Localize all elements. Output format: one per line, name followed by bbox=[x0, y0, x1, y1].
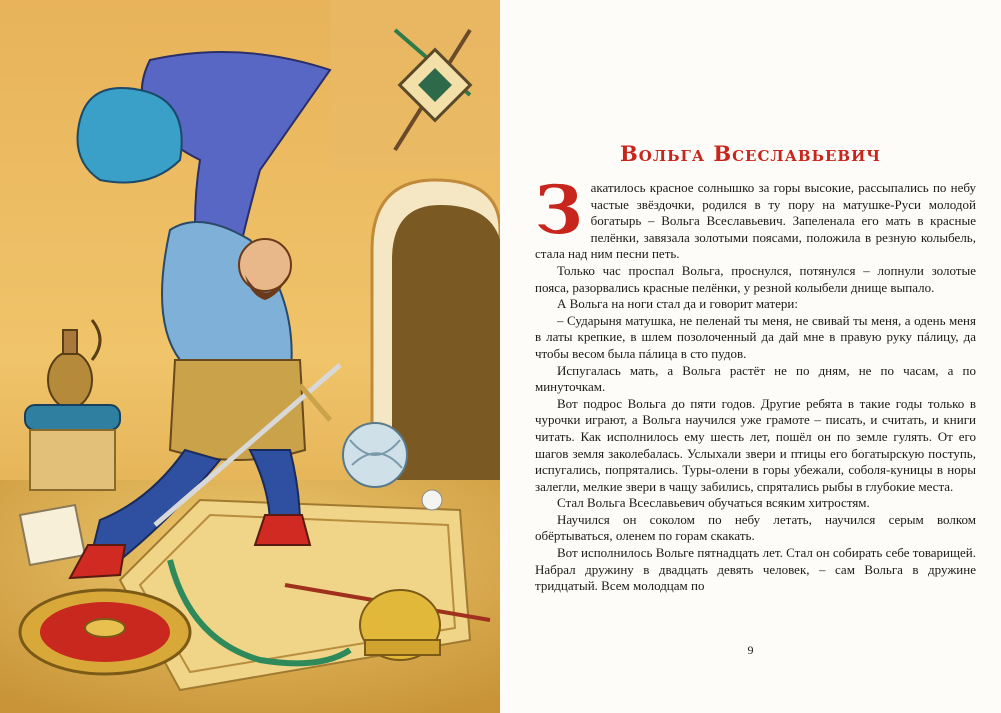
scroll-icon bbox=[20, 505, 85, 565]
red-boot-right bbox=[255, 515, 310, 545]
paragraph: Вот подрос Вольга до пяти годов. Другие ребята в такие годы только в чурочки играют, а Вольга научился уже грамоте – писать, и считать, и книги читать. Как исполнилось ему шесть лет, пошёл он по земле гулять. От его шагов земля заколебалась. Услыхали звери и птицы его богатырскую поступь, испугались, попрятались. Туры-олени в горы убежали, соболя-куницы в норы залегли, мелкие звери в чащу забились, спрятались рыбы в глубокие места. bbox=[535, 395, 976, 494]
chapter-body bbox=[535, 171, 976, 595]
white-ball bbox=[422, 490, 442, 510]
doorway-opening bbox=[392, 205, 500, 500]
chapter-title: Вольга Всеславьевич bbox=[620, 141, 881, 166]
round-shield-icon bbox=[20, 590, 190, 674]
paragraph: Только час проспал Вольга, проснулся, потянулся – лопнули золотые пояса, разорвались красные пелёнки, у резной колыбели днище выпало. bbox=[535, 262, 976, 295]
cushion-stand bbox=[25, 405, 120, 490]
paragraph: А Вольга на ноги стал да и говорит матери: bbox=[557, 296, 798, 312]
paragraph: Научился он соколом по небу летать, научился серым волком обёртываться, оленем по горам скакать. bbox=[535, 511, 976, 544]
paragraph: Стал Вольга Всеславьевич обучаться всяким хитростям. bbox=[557, 495, 870, 511]
yarn-ball-icon bbox=[343, 423, 407, 487]
text-page bbox=[500, 0, 1001, 713]
paragraph: Вот исполнилось Вольге пятнадцать лет. Стал он собирать себе товарищей. Набрал дружину в двадцать девять человек, – сам Вольга в дружине тридцатый. Всем молодцам по bbox=[535, 545, 976, 594]
paragraph: – Сударыня матушка, не пеленай ты меня, не свивай ты меня, а одень меня в латы крепкие, в шлем позолоченный да дай мне в правую руку пáлицу, да чтобы весом была пáлица в сто пудов. bbox=[535, 312, 976, 361]
drop-cap: З bbox=[535, 171, 583, 249]
golden-helmet-icon bbox=[360, 590, 440, 660]
page-number: 9 bbox=[747, 643, 754, 657]
turban bbox=[78, 88, 182, 183]
illustration-bogatyr-volga bbox=[0, 0, 500, 713]
paragraph: Испугалась мать, а Вольга растёт не по дням, не по часам, а по минуточкам. bbox=[535, 362, 976, 395]
paragraph: Закатилось красное солнышко за горы высокие, рассыпались по небу частые звёздочки, родился в ту пору на матушке-Руси молодой богатырь – Вольга Всеславьевич. Запеленала его мать в красные пелёнки, завязала золотыми поясами, положила в резную колыбель, стала над ним песни петь. bbox=[535, 171, 976, 262]
